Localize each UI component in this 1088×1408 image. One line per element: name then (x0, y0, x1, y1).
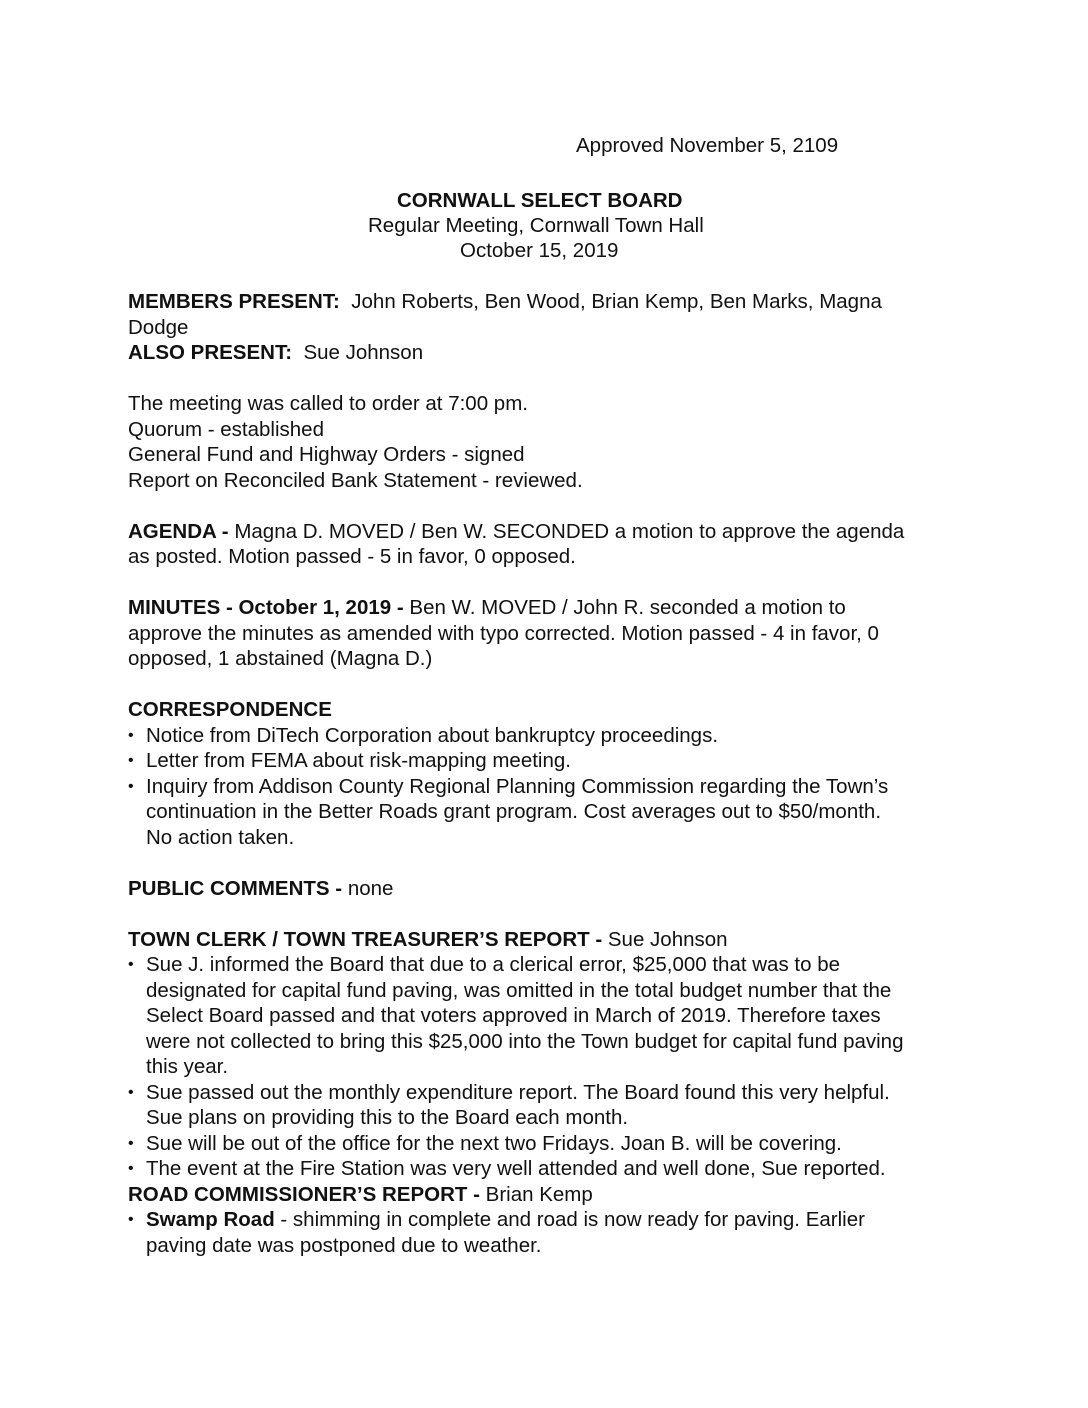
road-report-section (128, 1182, 958, 1259)
clerk-report-list (128, 952, 958, 1182)
minutes-text-line1: Ben W. MOVED / John R. seconded a motion to (409, 596, 846, 619)
road-report-label: ROAD COMMISSIONER’S REPORT - (128, 1182, 480, 1206)
approval-note: Approved November 5, 2109 (576, 134, 839, 157)
minutes-text-line3: opposed, 1 abstained (Magna D.) (128, 647, 433, 670)
meeting-location: Regular Meeting, Cornwall Town Hall (368, 214, 704, 237)
minutes-label: MINUTES - October 1, 2019 - (128, 596, 404, 619)
list-item: • Notice from DiTech Corporation about bankruptcy proceedings. (128, 723, 719, 747)
also-present-names: Sue Johnson (303, 341, 424, 364)
bullet-icon: • (128, 777, 134, 795)
correspondence-heading: CORRESPONDENCE (128, 698, 332, 721)
bullet-icon: • (128, 956, 134, 973)
minutes-text-line2: approve the minutes as amended with typo corrected. Motion passed - 4 in favor, 0 (128, 621, 879, 645)
list-item: • Sue will be out of the office for the next two Fridays. Joan B. will be covering. (128, 1131, 842, 1155)
bullet-icon: • (128, 1160, 134, 1177)
agenda-text-line1: Magna D. MOVED / Ben W. SECONDED a motion to approve the agenda (234, 519, 905, 543)
road-item-name: Swamp Road (146, 1208, 275, 1231)
also-present (128, 340, 958, 366)
bullet-icon: • (128, 726, 134, 744)
clerk-report-person: Sue Johnson (607, 927, 728, 951)
minutes-section (128, 595, 958, 672)
list-item: • Swamp Road - shimming in complete and road is now ready for paving. Earlier paving date was postponed due to weather. (128, 1208, 865, 1257)
document-title: CORNWALL SELECT BOARD (397, 189, 683, 212)
public-comments-section (128, 876, 958, 902)
road-report-list (128, 1207, 958, 1258)
opening-line: The meeting was called to order at 7:00 pm. (128, 392, 528, 415)
list-item: • Sue J. informed the Board that due to a clerical error, $25,000 that was to be designated for capital fund paving, was omitted in the total budget number that the Select Board passed and that voters approved in March of 2019. Therefore taxes were not collected to bring this $25,000 into the Town budget for capital fund paving this year. (128, 953, 904, 1078)
agenda-label: AGENDA - (128, 519, 229, 543)
bullet-icon: • (128, 1211, 134, 1228)
correspondence-list (128, 723, 958, 851)
opening-line: General Fund and Highway Orders - signed (128, 443, 525, 466)
agenda-text-line2: as posted. Motion passed - 5 in favor, 0 opposed. (128, 545, 576, 568)
opening-line: Quorum - established (128, 417, 324, 441)
list-item: • Letter from FEMA about risk-mapping meeting. (128, 749, 571, 772)
minutes-body (128, 289, 958, 1258)
members-present (128, 289, 958, 340)
public-comments-text: none (347, 876, 394, 900)
agenda-section (128, 519, 958, 570)
members-names-line1: John Roberts, Ben Wood, Brian Kemp, Ben Marks, Magna (351, 290, 882, 313)
list-item: • The event at the Fire Station was very well attended and well done, Sue reported. (128, 1157, 886, 1180)
meeting-date: October 15, 2019 (460, 239, 619, 262)
also-present-label: ALSO PRESENT: (128, 341, 293, 364)
clerk-report-section (128, 927, 958, 1182)
road-report-person: Brian Kemp (485, 1182, 593, 1206)
opening-line: Report on Reconciled Bank Statement - reviewed. (128, 468, 583, 492)
bullet-icon: • (128, 1083, 134, 1101)
clerk-report-label: TOWN CLERK / TOWN TREASURER’S REPORT - (128, 927, 603, 951)
opening-section (128, 391, 958, 493)
list-item: • Sue passed out the monthly expenditure report. The Board found this very helpful. Sue plans on providing this to the Board each month. (128, 1080, 890, 1129)
public-comments-label: PUBLIC COMMENTS - (128, 876, 343, 900)
bullet-icon: • (128, 752, 134, 769)
members-names-line2: Dodge (128, 315, 189, 339)
correspondence-section (128, 697, 958, 850)
list-item: • Inquiry from Addison County Regional Planning Commission regarding the Town’s continuation in the Better Roads grant program. Cost averages out to $50/month. No action taken. (128, 774, 889, 849)
bullet-icon: • (128, 1134, 134, 1152)
members-label: MEMBERS PRESENT: (128, 290, 340, 313)
